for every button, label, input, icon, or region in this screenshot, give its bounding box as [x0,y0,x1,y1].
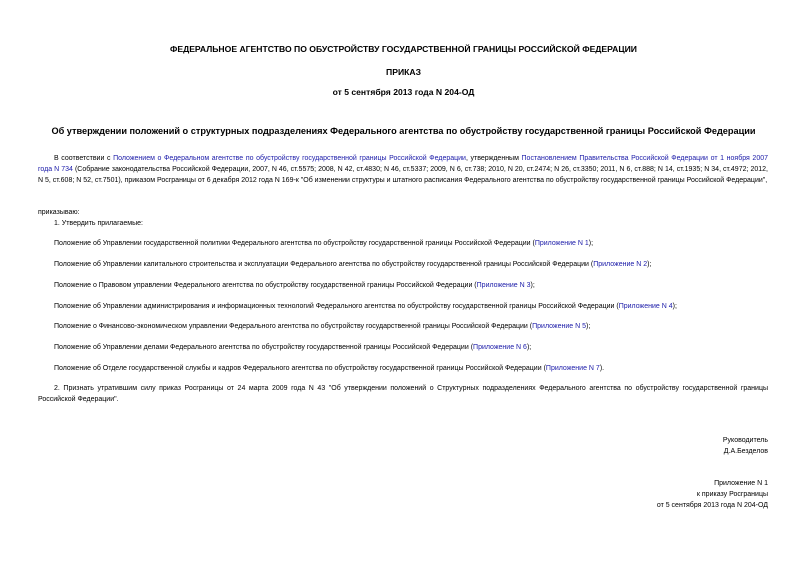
list-item [54,342,768,353]
list-item-text: Положение о Финансово-экономическом управлении Федерального агентства по обустройству государственной границы Российской Федерации ( [54,323,533,330]
signatory-name: Д.А.Безделов [723,448,768,455]
list-item-text: Положение о Правовом управлении Федерального агентства по обустройству государственной границы Российской Федерации ( [54,282,477,289]
order-word: приказываю: [38,209,80,216]
appendix-link-6[interactable]: Приложение N 6 [473,344,527,351]
regulation-link[interactable]: Положением о Федеральном агентстве по обустройству государственной границы Российской Федерации [113,155,466,162]
list-item-end: ); [586,323,591,330]
list-item-end: ); [530,282,535,289]
list-item-text: Положение об Управлении делами Федерального агентства по обустройству государственной границы Российской Федерации ( [54,344,474,351]
appendix-header [657,478,768,511]
list-item [54,280,768,291]
list-item-end: ); [672,303,677,310]
intro-paragraph [38,153,768,186]
agency-heading: ФЕДЕРАЛЬНОЕ АГЕНТСТВО ПО ОБУСТРОЙСТВУ ГОСУДАРСТВЕННОЙ ГРАНИЦЫ РОССИЙСКОЙ ФЕДЕРАЦИИ [170,44,637,54]
list-item [54,238,768,249]
appendix-link-3[interactable]: Приложение N 3 [476,282,531,289]
list-item [54,321,768,332]
list-item-end: ); [588,240,594,247]
appendix-link-5[interactable]: Приложение N 5 [532,323,587,330]
list-item-end: ); [526,344,532,351]
appendix-link-7[interactable]: Приложение N 7 [545,365,600,372]
list-item [54,259,768,270]
point-1: 1. Утвердить прилагаемые: [54,220,143,227]
document-type: ПРИКАЗ [386,67,421,77]
signatory-position: Руководитель [722,437,768,444]
list-item-text: Положение об Управлении государственной политики Федерального агентства по обустройству государственной границы Российской Федерации ( [54,240,535,247]
list-item-text: Положение об Управлении администрирования и информационных технологий Федерального агентства по обустройству государственной границы Российской Федерации ( [54,303,619,310]
intro-text-1: В соответствии с [54,155,114,162]
list-item-end: ). [599,365,605,372]
list-item [54,301,768,312]
list-item-end: ); [647,261,652,268]
appendix-link-2[interactable]: Приложение N 2 [593,261,648,268]
point-2: 2. Признать утратившим силу приказ Росграницы от 24 марта 2009 года N 43 "Об утверждении положений о Структурных подразделениях Федерального агентства по обустройству государственной границы Российской Федерации". [38,385,768,403]
intro-text-2: , утвержденным [465,155,522,162]
document-title: Об утверждении положений о структурных подразделениях Федерального агентства по обустройству государственной границы Российской Федерации [51,126,756,136]
government-decree-link[interactable]: Постановлением Правительства Российской Федерации от 1 ноября 2007 года N 734 [38,155,769,173]
appendix-date: от 5 сентября 2013 года N 204-ОД [656,502,768,509]
intro-text-3: (Собрание законодательства Российской Федерации, 2007, N 46, ст.5575; 2008, N 42, ст.4830; N 46, ст.5337; 2009, N 6, ст.738; 2010, N 20, ст.2474; N 26, ст.3350; 2011, N 6, ст.888; N 14, ст.1935; N 34, ст.4972; 2012, N 5, ст.608; N 52, ст.7501), приказом Росграницы от 6 декабря 2012 года N 169-к "Об изменении структуры и штатного расписания Федерального агентства по обустройству государственной границы Российской Федерации", [38,166,768,184]
appendix-link-4[interactable]: Приложение N 4 [618,303,673,310]
list-item-text: Положение об Управлении капитального строительства и эксплуатации Федерального агентства по обустройству государственной границы Российской Федерации ( [54,261,594,268]
appendix-reference: к приказу Росграницы [696,491,768,498]
list-item-text: Положение об Отделе государственной службы и кадров Федерального агентства по обустройству государственной границы Российской Федерации ( [54,365,546,372]
document-date-number: от 5 сентября 2013 года N 204-ОД [332,87,475,97]
list-item [54,363,768,374]
appendix-number: Приложение N 1 [714,480,768,487]
appendix-link-1[interactable]: Приложение N 1 [534,240,589,247]
signature-block [723,435,768,457]
